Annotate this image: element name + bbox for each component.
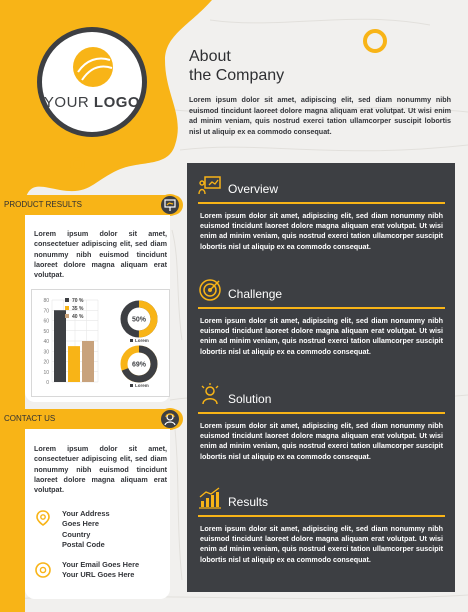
legend-swatch-3 xyxy=(65,314,69,318)
address-block xyxy=(62,509,110,550)
about-title-line1: About xyxy=(189,48,231,65)
product-results-body: Lorem ipsum dolor sit amet, consectetuer adipiscing elit, sed diam nonummy nibh euismod tincidunt laoreet dolore magna aliquam erat volutpat. xyxy=(34,229,167,280)
contact-us-body: Lorem ipsum dolor sit amet, consectetuer adipiscing elit, sed diam nonummy nibh euismod tincidunt laoreet dolore magna aliquam erat volutpat. xyxy=(34,444,167,495)
legend-swatch-1 xyxy=(65,298,69,302)
address-line-2: Goes Here xyxy=(62,519,99,529)
presenter-board-icon xyxy=(198,174,222,198)
solution-title: Solution xyxy=(228,392,272,406)
bar-1 xyxy=(54,310,66,382)
bar-3 xyxy=(82,341,94,382)
bar-2 xyxy=(68,346,80,382)
target-icon xyxy=(198,278,222,302)
legend-label-3: 40 % xyxy=(72,314,84,320)
solution-rule xyxy=(198,412,445,414)
logo-text-bold: LOGO xyxy=(93,94,141,111)
y-tick-label: 30 xyxy=(43,349,49,356)
y-tick-label: 0 xyxy=(46,380,49,386)
challenge-title: Challenge xyxy=(228,287,283,301)
y-tick-label: 20 xyxy=(43,359,49,366)
about-title-line2: the Company xyxy=(189,67,285,84)
results-body: Lorem ipsum dolor sit amet, adipiscing elit, sed diam nonummy nibh euismod tincidunt laoreet dolore magna aliquam erat volutpat. Ut wisi enim ad minim veniam, quis nostrud exerci tation ullamcorper suscipit lobortis nisl ut aliquip ex ea commodo consequat. xyxy=(200,524,443,564)
presentation-chart-icon xyxy=(159,194,181,216)
legend-label-2: 35 % xyxy=(72,306,84,312)
address-line-4: Postal Code xyxy=(62,539,105,549)
address-line-3: Country xyxy=(62,529,91,539)
donut-legend-swatch-1 xyxy=(130,339,133,342)
about-body: Lorem ipsum dolor sit amet, adipiscing elit, sed diam nonummy nibh euismod tincidunt laoreet dolore magna aliquam erat volutpat. Ut wisi enim ad minim veniam, quis nostrud exerci tation ullamcorper suscipit lobortis nisl ut aliquip ex ea commodo consequat. xyxy=(189,95,451,136)
contact-us-label: CONTACT US xyxy=(4,414,56,423)
y-tick-label: 70 xyxy=(43,308,49,315)
at-sign-icon xyxy=(34,561,52,579)
product-results-label: PRODUCT RESULTS xyxy=(4,200,82,209)
overview-body: Lorem ipsum dolor sit amet, adipiscing elit, sed diam nonummy nibh euismod tincidunt laoreet dolore magna aliquam erat volutpat. Ut wisi enim ad minim veniam, quis nostrud exerci tation ullamcorper suscipit lobortis nisl ut aliquip ex ea commodo consequat. xyxy=(200,211,443,251)
logo xyxy=(37,27,147,137)
address-line-1: Your Address xyxy=(62,509,110,518)
solution-body: Lorem ipsum dolor sit amet, adipiscing elit, sed diam nonummy nibh euismod tincidunt laoreet dolore magna aliquam erat volutpat. Ut wisi enim ad minim veniam, quis nostrud exerci tation ullamcorper suscipit lobortis nisl ut aliquip ex ea commodo consequat. xyxy=(200,421,443,461)
y-tick-label: 60 xyxy=(43,318,49,325)
decor-ring-left xyxy=(70,157,85,172)
overview-rule xyxy=(198,202,445,204)
logo-mark-icon xyxy=(72,46,114,88)
results-chart xyxy=(31,289,170,397)
web-block xyxy=(62,560,139,581)
challenge-body: Lorem ipsum dolor sit amet, adipiscing elit, sed diam nonummy nibh euismod tincidunt laoreet dolore magna aliquam erat volutpat. Ut wisi enim ad minim veniam, quis nostrud exerci tation ullamcorper suscipit lobortis nisl ut aliquip ex ea commodo consequat. xyxy=(200,316,443,356)
results-rule xyxy=(198,515,445,517)
donut-legend-label-1: Lorem xyxy=(135,338,149,343)
y-tick-label: 50 xyxy=(43,328,49,335)
growth-chart-icon xyxy=(198,486,222,510)
challenge-rule xyxy=(198,307,445,309)
overview-title: Overview xyxy=(228,182,279,196)
product-results-header xyxy=(0,195,183,215)
map-pin-icon xyxy=(34,509,52,527)
results-chart-svg xyxy=(32,290,169,396)
support-person-icon xyxy=(159,408,181,430)
idea-person-icon xyxy=(198,382,222,406)
logo-text-light: YOUR xyxy=(43,94,94,111)
legend-label-1: 70 % xyxy=(72,298,84,304)
donut-label-2: 69% xyxy=(131,361,147,369)
decor-ring-top xyxy=(363,29,387,53)
email-line: Your Email Goes Here xyxy=(62,560,140,569)
donut-legend-swatch-2 xyxy=(130,384,133,387)
results-title: Results xyxy=(228,495,269,509)
y-tick-label: 10 xyxy=(43,369,49,376)
y-tick-label: 40 xyxy=(43,339,49,345)
donut-label-1: 50% xyxy=(131,316,147,324)
contact-us-header xyxy=(0,409,183,429)
about-title xyxy=(189,47,284,85)
donut-legend-label-2: Lorem xyxy=(135,383,149,388)
url-line: Your URL Goes Here xyxy=(62,570,135,580)
logo-text xyxy=(42,94,142,111)
y-tick-label: 80 xyxy=(43,298,49,304)
legend-swatch-2 xyxy=(65,306,69,310)
